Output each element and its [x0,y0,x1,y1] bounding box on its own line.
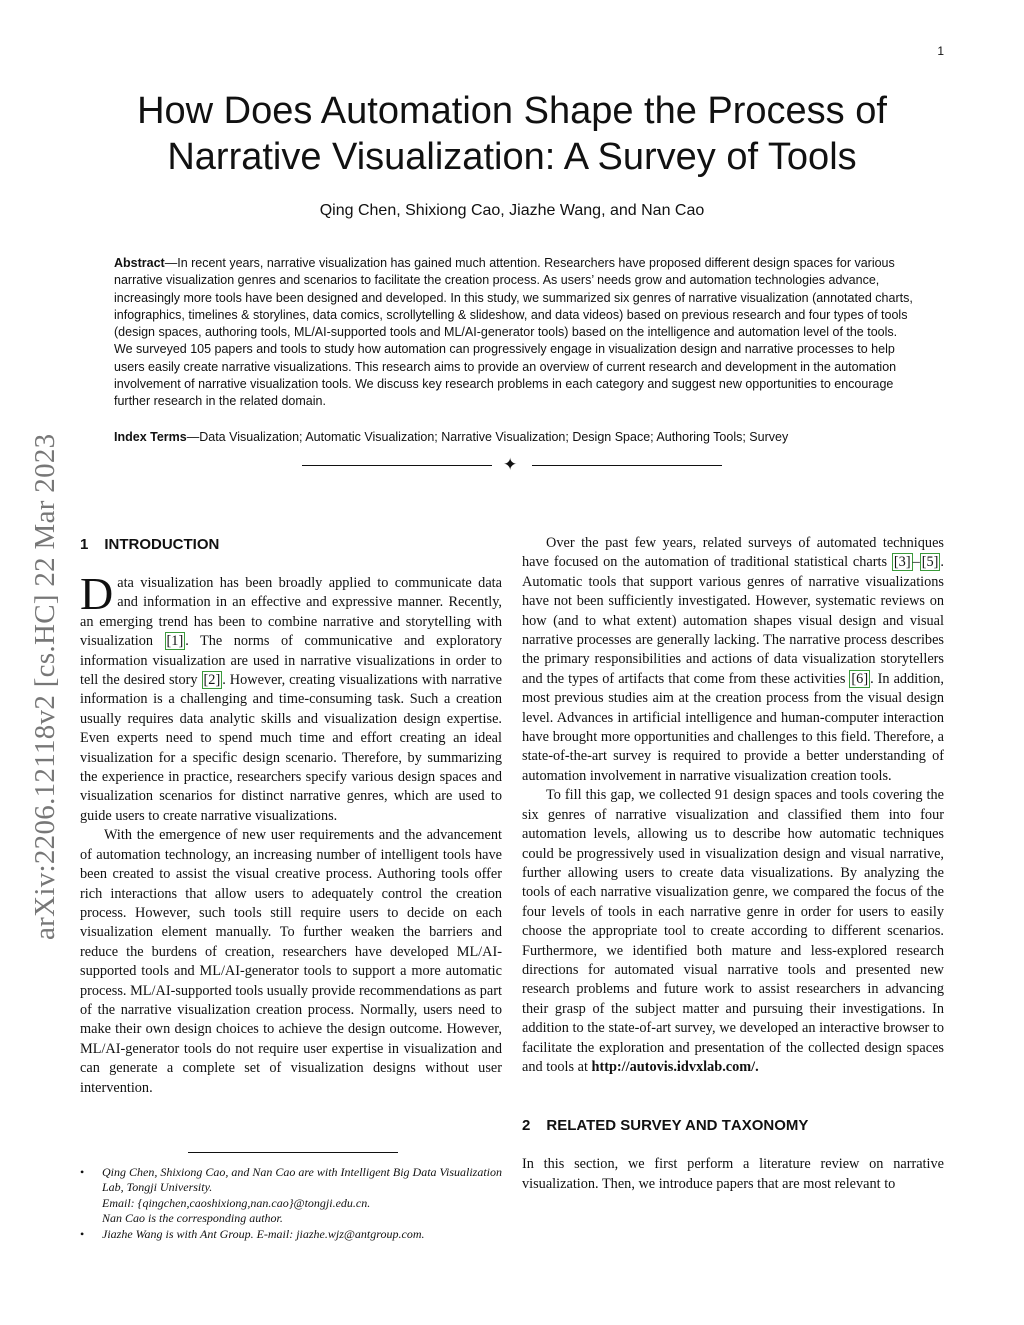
footnote-2-text: Jiazhe Wang is with Ant Group. E-mail: jiazhe.wjz@antgroup.com. [102,1226,425,1241]
intro-p3-text-a: Over the past few years, related surveys of automated techniques have focused on the automation of traditional statistical charts [522,535,944,571]
bullet-icon: • [80,1165,85,1179]
citation-link[interactable]: [1] [166,633,184,650]
section-1-heading [80,534,502,556]
citation-link[interactable]: [3] [893,554,911,571]
section-separator [300,456,724,476]
intro-p3-text-b: . Automatic tools that support various genres of narrative visualizations have not been sufficiently investigated. However, systematic reviews on how (and to what extent) automation shapes visual design and visual narrative processes are generally lacking. The narrative process describes the primary responsibilities and actions of data visualization storytellers and the types of artifacts that come from these activities [522,554,944,687]
section-2-title-w1-rest: ELATED [557,1117,617,1135]
diamond-star-icon: ✦ [503,455,518,475]
intro-paragraph-2: With the emergence of new user requirements and the advancement of automation technology, an increasing number of intelligent tools have been created to assist the visual creative process. Authoring tools offer rich interactions that allow users to adequately control the creation process. However, such tools still require users to decide on each visualization element manually. To further weaken the barriers and reduce the burdens of creation, researchers have developed ML/AI-supported tools and ML/AI-generator tools to support a more automatic process. ML/AI-supported tools usually provide recommendations as part of the narrative visualization creation process. Normally, users need to make their own design choices to achieve the design outcome. However, ML/AI-generator tools do not require user expertise in visualization and can generate a complete set of visualization designs without user intervention. [80,827,502,1096]
index-terms [114,429,914,446]
bullet-icon: • [80,1226,85,1241]
intro-p3-text-c: . In addition, most previous studies aim at the creation process from the visual design level. Advances in artificial intelligence and human-computer interaction have brought more opportunities and challenges to this field. Therefore, a state-of-the-art survey is required to provide a better understanding of automation involvement in narrative visualization creation tools. [522,670,945,784]
title-line-2: Narrative Visualization: A Survey of Tools [167,136,857,178]
arxiv-stamp-text: arXiv:2206.12118v2 [cs.HC] 22 Mar 2023 [29,433,61,940]
abstract [114,255,914,411]
intro-p1-text-c: . However, creating visualizations with narrative information is a challenging and time-consuming task. Such a creation usually requires data analytic skills and visualization design expertise. Even experts need to spend much time and effort creating an ideal visualization for a specific design scenario. Therefore, by summarizing the experience in practice, researchers specify various design spaces and visualization scenarios for distinct narrative genres, which are used to guide users to create narrative visualizations. [80,672,502,824]
index-terms-text: —Data Visualization; Automatic Visualization; Narrative Visualization; Design Space; Authoring Tools; Survey [186,430,789,444]
footnote-affiliation-1 [80,1165,502,1227]
footnote-1-line-1: Qing Chen, Shixiong Cao, and Nan Cao are with Intelligent Big Data Visualization Lab, Tongji University. [102,1165,502,1195]
project-url-link[interactable]: http://autovis.idvxlab.com/. [591,1058,759,1075]
footnotes [80,1165,502,1242]
footnote-1-email: Email: {qingchen,caoshixiong,nan.cao}@tongji.edu.cn. [102,1195,371,1210]
left-column [80,534,502,1098]
section-2-number: 2 [522,1117,531,1135]
drop-cap: D [80,568,114,619]
abstract-text: —In recent years, narrative visualization has gained much attention. Researchers have proposed different design spaces for various narrative visualization genres and scenarios to facilitate the creation process. As users’ needs grow and automation technologies advance, increasingly more tools have been designed and developed. In this study, we summarized six genres of narrative visualization (annotated charts, infographics, timelines & storylines, data comics, scrollytelling & slideshow, and data videos) based on previous research and four types of tools (design spaces, authoring tools, ML/AI-supported tools and ML/AI-generator tools) based on the intelligence and automation level of the tools. We surveyed 105 papers and tools to study how automation can progressively engage in visualization design and narrative processes to help users easily create narrative visualizations. This research aims to provide an overview of current research and development in the automation involvement of narrative visualization tools. We discuss key research problems in each category and suggest new opportunities to encourage further research in the related domain. [114,256,913,409]
section-2-title-w3-initial: T [721,1117,731,1135]
section-2-paragraph-1: In this section, we first perform a literature review on narrative visualization. Then, we introduce papers that are most relevant to [522,1156,944,1192]
right-column [522,534,944,1194]
footnote-1-corresponding: Nan Cao is the corresponding author. [102,1211,283,1226]
paper-title [90,88,934,180]
page-number: 1 [937,44,944,58]
section-1-title-initial: I [104,536,109,553]
citation-link[interactable]: [2] [203,672,221,689]
intro-paragraph-4 [522,786,944,1077]
index-terms-label: Index Terms [114,430,187,444]
citation-range-dash: – [912,554,920,571]
intro-paragraph-1 [80,568,502,826]
footnote-affiliation-2 [80,1227,502,1242]
section-2-heading [522,1115,944,1137]
separator-line-right [532,465,722,466]
section-2-title-w2-initial: S [620,1117,631,1135]
author-list: Qing Chen, Shixiong Cao, Jiazhe Wang, and Nan Cao [319,202,705,219]
intro-p1-text-b: . The norms of communicative and exploratory information visualization are used in narrative visualizations in order to tell the desired story [80,633,502,689]
footnote-rule [188,1152,398,1153]
section-2-title-w3-rest: AXONOMY [730,1117,809,1135]
intro-p1-text-a: ata visualization has been broadly applied to communicate data and information in an effective and expressive manner. Recently, an emerging trend has been to combine narrative and storytelling with visualization [80,575,502,650]
title-line-1: How Does Automation Shape the Process of [137,90,887,132]
intro-paragraph-3 [522,534,944,786]
intro-p4-text: To fill this gap, we collected 91 design spaces and tools covering the six genres of narrative visualization and classified them into four automation levels, allowing us to describe how automatic techniques could be progressively used in visualization design and visual narrative, further allowing users to create data visualizations. By analyzing the tools of each narrative visualization genre, we compared the focus of the four levels of tools in each narrative genre in order for users to easily choose the appropriate tool to create according to different scenarios. Furthermore, we identified both mature and less-explored research directions for automated visual narrative tools and presented new research problems and future work to assist researchers in advancing their grasp of the subject matter and pursuing their investigations. In addition to the state-of-art survey, we developed an interactive browser to facilitate the exploration and presentation of the collected design spaces and tools at [522,787,944,1075]
section-1-title-rest: NTRODUCTION [108,536,220,553]
citation-link[interactable]: [6] [851,670,869,687]
section-1-number: 1 [80,536,89,553]
abstract-label: Abstract [114,256,165,270]
citation-link[interactable]: [5] [921,554,939,571]
separator-line-left [302,465,492,466]
section-2-title-w2-rest: URVEY AND [630,1117,718,1135]
section-2-title-w1-initial: R [546,1117,558,1135]
